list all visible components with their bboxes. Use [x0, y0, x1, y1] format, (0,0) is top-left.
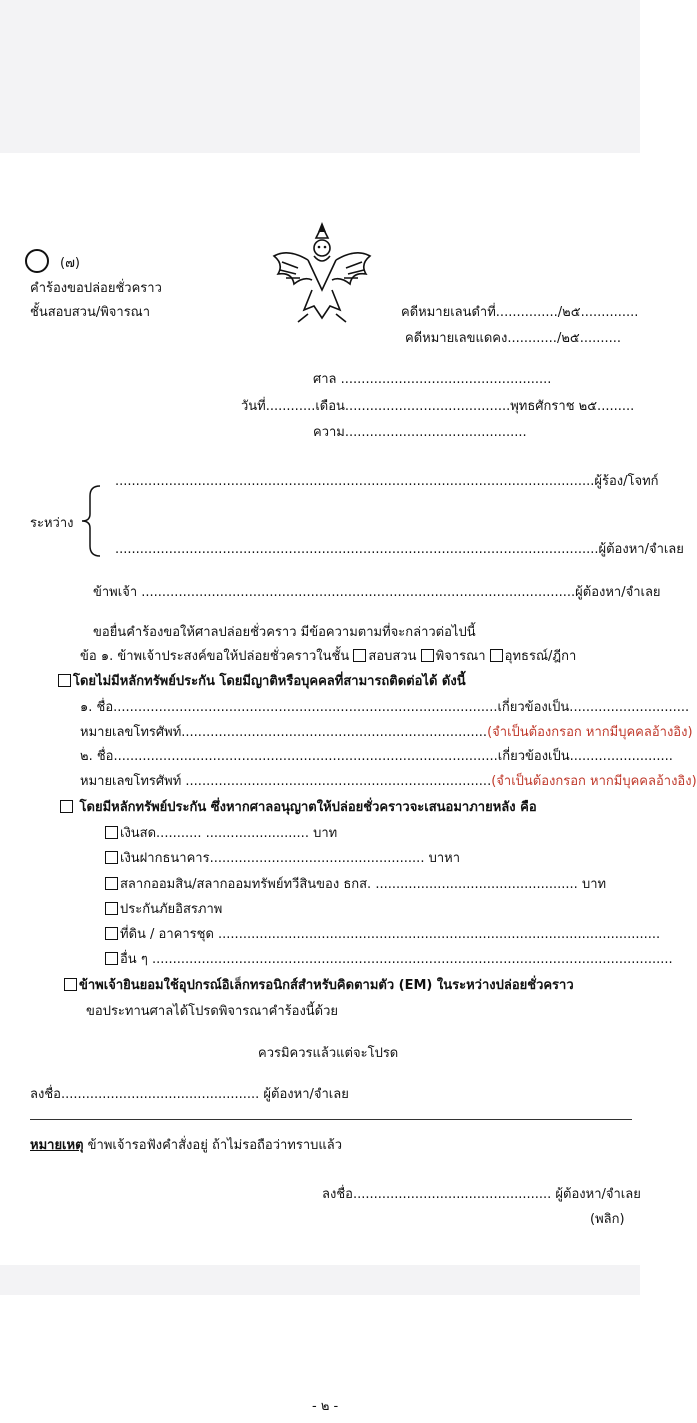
- person1-field[interactable]: ๑. ชื่อ.............................................................................................เกี่ยวข้องเป็น.............................: [80, 700, 690, 715]
- court-field[interactable]: ศาล ...................................................: [313, 372, 552, 387]
- land-row: [105, 927, 660, 943]
- other-field[interactable]: อื่น ๆ ..............................................................................................................................: [120, 952, 673, 967]
- land-field[interactable]: ที่ดิน / อาคารชุด ...........................................................................................................: [120, 927, 661, 942]
- phone2-row: [80, 774, 697, 790]
- date-field[interactable]: วันที่............เดือน........................................พุทธศักราช ๒๕.........: [241, 399, 635, 414]
- page-number: - ๒ -: [312, 1399, 339, 1414]
- note-label: หมายเหตุ: [30, 1138, 84, 1153]
- other-row: [105, 952, 673, 968]
- with-collateral-checkbox[interactable]: [60, 800, 73, 813]
- no-collateral-checkbox[interactable]: [58, 674, 71, 687]
- cash-field[interactable]: เงินสด........... ......................... บาท: [120, 826, 338, 841]
- note-row: [30, 1138, 342, 1154]
- deposit-row: [105, 851, 460, 867]
- cash-row: [105, 826, 337, 842]
- person2-field[interactable]: ๒. ชื่อ.............................................................................................เกี่ยวข้องเป็น.........................: [80, 749, 673, 764]
- lottery-checkbox[interactable]: [105, 877, 118, 890]
- em-consent-label: ข้าพเจ้ายินยอมใช้อุปกรณ์อิเล็กทรอนิกส์สำหรับคิดตามตัว (EM) ในระหว่างปล่อยชั่วคราว: [79, 978, 574, 993]
- bottom-gray-band: [0, 1265, 640, 1295]
- lottery-field[interactable]: สลากออมสิน/สลากออมทรัพย์ทวีสินของ ธกส. ................................................. บาท: [120, 877, 607, 892]
- form-number-circle: [25, 249, 49, 273]
- black-case-number-field[interactable]: คดีหมายเลนดำที่.............../๒๕..............: [401, 305, 639, 320]
- em-consent-checkbox[interactable]: [64, 978, 77, 991]
- investigation-label: สอบสวน: [368, 649, 417, 664]
- item1-row: [80, 649, 576, 665]
- between-label: ระหว่าง: [30, 516, 74, 531]
- turn-page-note: (พลิก): [590, 1212, 625, 1227]
- em-consent-row: [64, 978, 574, 994]
- no-collateral-label: โดยไม่มีหลักทรัพย์ประกัน โดยมีญาติหรือบุคคลที่สามารถติดต่อได้ ดังนี้: [73, 674, 466, 689]
- deposit-checkbox[interactable]: [105, 851, 118, 864]
- phone2-field[interactable]: หมายเลขโทรศัพท์ ..........................................................................: [80, 774, 492, 789]
- defendant-field[interactable]: .....................................................................................................................ผู้ต้องหา/จำเลย: [115, 542, 684, 557]
- applicant-field[interactable]: ข้าพเจ้า .........................................................................................................ผู้ต้องหา/จำเลย: [93, 585, 661, 600]
- phone1-row: [80, 725, 693, 741]
- other-checkbox[interactable]: [105, 952, 118, 965]
- no-collateral-row: [58, 674, 466, 690]
- plaintiff-field[interactable]: ....................................................................................................................ผู้ร้อง/โจทก์: [115, 474, 659, 489]
- with-collateral-row: [60, 800, 537, 816]
- divider: [30, 1119, 632, 1120]
- phone1-required-note: (จำเป็นต้องกรอก หากมีบุคคลอ้างอิง): [487, 725, 693, 740]
- intro-text: ขอยื่นคำร้องขอให้ศาลปล่อยชั่วคราว มีข้อความตามที่จะกล่าวต่อไปนี้: [93, 625, 476, 640]
- land-checkbox[interactable]: [105, 927, 118, 940]
- insurance-checkbox[interactable]: [105, 902, 118, 915]
- garuda-emblem-icon: [268, 218, 376, 326]
- top-gray-band: [0, 0, 640, 153]
- appeal-label: อุทธรณ์/ฎีกา: [504, 649, 577, 664]
- trial-checkbox[interactable]: [421, 649, 434, 662]
- item1-label: ข้อ ๑. ข้าพเจ้าประสงค์ขอให้ปล่อยชั่วคราวในชั้น: [80, 649, 350, 664]
- phone2-required-note: (จำเป็นต้องกรอก หากมีบุคคลอ้างอิง): [491, 774, 697, 789]
- matter-field[interactable]: ความ............................................: [313, 425, 527, 440]
- signature-field-2[interactable]: ลงชื่อ................................................ ผู้ต้องหา/จำเลย: [322, 1187, 641, 1202]
- insurance-row: [105, 902, 222, 918]
- investigation-checkbox[interactable]: [353, 649, 366, 662]
- cash-checkbox[interactable]: [105, 826, 118, 839]
- signature-field-1[interactable]: ลงชื่อ................................................ ผู้ต้องหา/จำเลย: [30, 1087, 349, 1102]
- insurance-label: ประกันภัยอิสรภาพ: [120, 902, 223, 917]
- form-subtitle: ชั้นสอบสวน/พิจารณา: [30, 305, 151, 320]
- form-number: (๗): [60, 256, 80, 271]
- curly-brace-icon: [80, 484, 102, 558]
- phone1-field[interactable]: หมายเลขโทรศัพท์..........................................................................: [80, 725, 488, 740]
- note-text: ข้าพเจ้ารอฟังคำสั่งอยู่ ถ้าไม่รอถือว่าทราบแล้ว: [87, 1138, 343, 1153]
- deposit-field[interactable]: เงินฝากธนาคาร.................................................... บาหา: [120, 851, 460, 866]
- appeal-checkbox[interactable]: [490, 649, 503, 662]
- request-text: ขอประทานศาลได้โปรดพิจารณาคำร้องนี้ด้วย: [86, 1004, 339, 1019]
- closing-text: ควรมิควรแล้วแต่จะโปรด: [258, 1046, 399, 1061]
- red-case-number-field[interactable]: คดีหมายเลขแดคง............/๒๕..........: [405, 331, 622, 346]
- trial-label: พิจารณา: [435, 649, 486, 664]
- lottery-row: [105, 877, 606, 893]
- form-title: คำร้องขอปล่อยชั่วคราว: [30, 281, 162, 296]
- with-collateral-label: โดยมีหลักทรัพย์ประกัน ซึ่งหากศาลอนุญาตให้ปล่อยชั่วคราวจะเสนอมาภายหลัง คือ: [79, 800, 537, 815]
